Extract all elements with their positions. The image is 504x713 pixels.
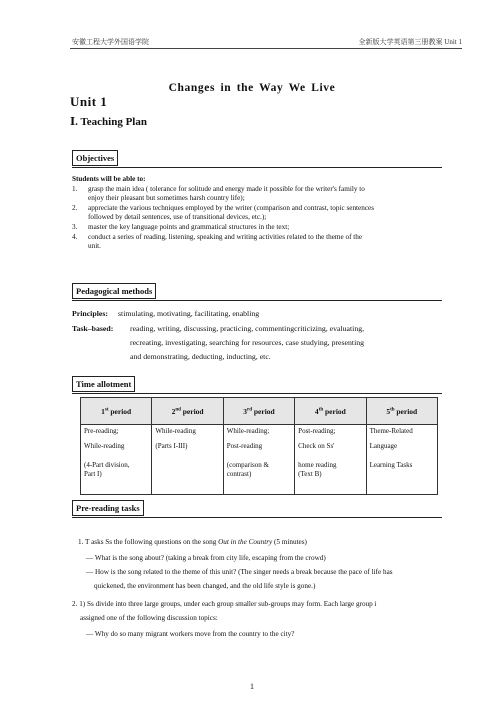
objective-num: 4. <box>72 233 78 241</box>
tasks-line: and demonstrating, deducting, inducting, etc. <box>130 352 271 361</box>
table-cell: Theme-Related Language Learning Tasks <box>366 425 437 495</box>
header-right: 全新版大学英语第三册教案 Unit 1 <box>358 38 462 46</box>
unit-heading: Unit 1 <box>70 94 108 109</box>
objective-num: 1. <box>72 185 78 193</box>
principles-text: stimulating, motivating, facilitating, enabling <box>118 309 260 318</box>
objective-line: grasp the main idea ( tolerance for solitude and energy made it possible for the writer's family to <box>88 185 365 193</box>
pedagogical-label: Pedagogical methods <box>72 283 156 299</box>
objectives-rule <box>72 167 442 168</box>
table-cell: Pre-reading; While-reading (4-Part division, Part I) <box>81 425 152 495</box>
table-header-cell: 5th period <box>366 398 437 425</box>
table-row <box>81 425 438 495</box>
objective-line: followed by detail sentences, use of transitional devices, etc.); <box>88 213 267 221</box>
tasks-line: reading, writing, discussing, practicing, commentingcriticizing, evaluating, <box>130 324 365 333</box>
tasks-line: recreating, investigating, searching for resources, case studying, presenting <box>130 338 365 347</box>
principles-label: Principles: <box>72 309 108 318</box>
table-cell: While-reading (Parts I-III) <box>152 425 223 495</box>
objective-line: enjoy their pleasant but sometimes harsh country life); <box>88 194 245 202</box>
objective-line: unit. <box>88 242 101 250</box>
question-1: 1. T asks Ss the following questions on the song Out in the Country (5 minutes) <box>78 538 307 546</box>
table-header-cell: 3rd period <box>223 398 294 425</box>
objective-line: appreciate the various techniques employed by the writer (comparison and contrast, topic sentences <box>88 204 375 212</box>
song-title: Out in the Country <box>218 538 273 546</box>
tasks-label: Task–based: <box>72 324 114 333</box>
question-2-line: assigned one of the following discussion topics: <box>80 614 218 622</box>
time-allotment-label: Time allotment <box>72 376 135 392</box>
objective-num: 2. <box>72 204 78 212</box>
table-cell: Post-reading; Check on Ss' home reading (Text B) <box>295 425 366 495</box>
section-heading: Ⅰ. Teaching Plan <box>70 116 147 128</box>
prereading-rule <box>72 517 442 518</box>
prereading-label: Pre-reading tasks <box>72 500 144 516</box>
page-number: 1 <box>250 682 254 691</box>
page-title: Changes in the Way We Live <box>168 82 336 94</box>
table-header-row <box>81 398 438 425</box>
objectives-label: Objectives <box>72 150 118 166</box>
question-2-line: 2. 1) Ss divide into three large groups, under each group smaller sub-groups may form. Each large group i <box>72 600 377 608</box>
question-1-item: quickened, the environment has been changed, and the old life style is gone.) <box>94 582 316 590</box>
header-left: 安徽工程大学外国语学院 <box>72 38 149 46</box>
time-allotment-rule <box>72 393 442 394</box>
question-1-item: — What is the song about? (taking a break from city life, escaping from the crowd) <box>86 554 326 562</box>
question-1-item: — How is the song related to the theme of this unit? (The singer needs a break because the pace of life has <box>86 568 393 576</box>
objective-num: 3. <box>72 223 78 231</box>
question-2-line: — Why do so many migrant workers move from the country to the city? <box>86 630 295 638</box>
table-header-cell: 1st period <box>81 398 152 425</box>
pedagogical-rule <box>72 300 442 301</box>
header-rule <box>70 48 462 49</box>
objective-line: conduct a series of reading, listening, speaking and writing activities related to the theme of the <box>88 233 363 241</box>
table-header-cell: 2nd period <box>152 398 223 425</box>
table-cell: While-reading; Post-reading (comparison & contrast) <box>223 425 294 495</box>
table-header-cell: 4th period <box>295 398 366 425</box>
objectives-intro: Students will be able to: <box>72 175 146 183</box>
time-allotment-table <box>80 397 438 495</box>
objective-line: master the key language points and grammatical structures in the text; <box>88 223 290 231</box>
